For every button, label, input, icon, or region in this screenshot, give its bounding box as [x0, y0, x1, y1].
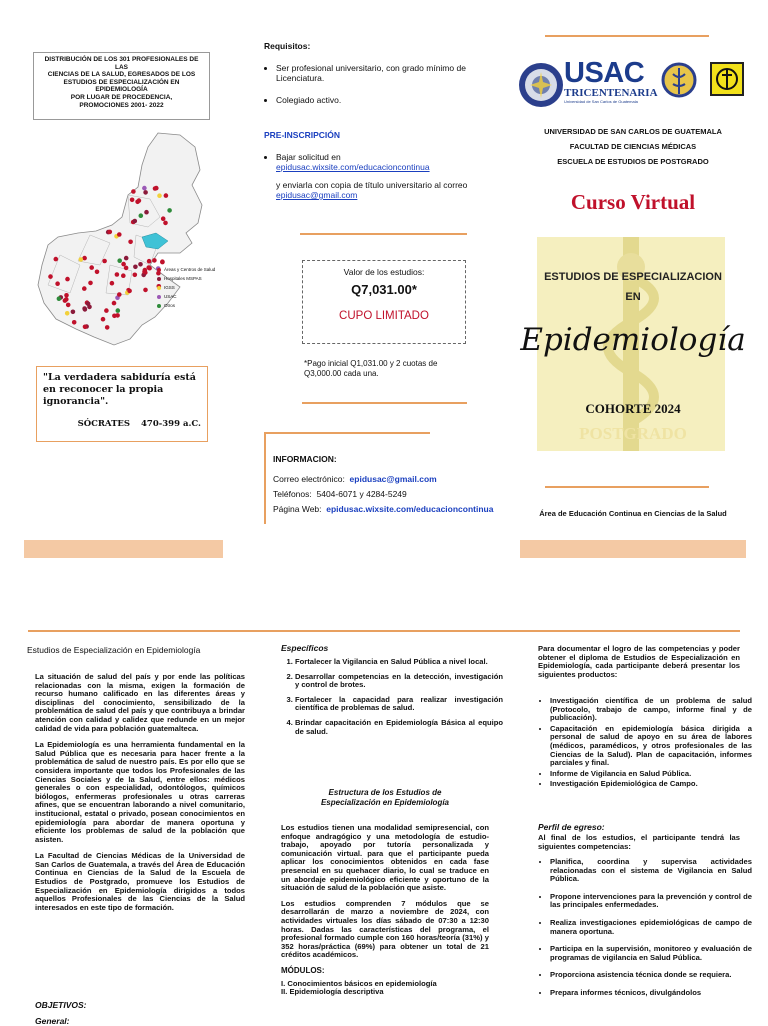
map-dot: [167, 208, 172, 213]
map-dot: [79, 257, 84, 262]
map-dot: [127, 289, 132, 294]
module-item: II. Epidemiología descriptiva: [281, 987, 384, 997]
map-dot: [143, 190, 148, 195]
quote-author-line: [43, 419, 201, 429]
email-link[interactable]: epidusac@gmail.com: [349, 474, 437, 484]
phone-numbers: 5404-6071 y 4284-5249: [316, 489, 407, 499]
general-title: General:: [35, 1016, 70, 1026]
map-dot: [131, 189, 136, 194]
map-dot: [88, 281, 93, 286]
list-item: • Investigación Epidemiológica de Campo.: [550, 780, 752, 789]
map-title-line: POR LUGAR DE PROCEDENCIA,: [70, 93, 173, 101]
map-dot: [160, 260, 165, 265]
footer-band-right: [520, 540, 746, 558]
map-dot: [112, 301, 117, 306]
modulos-title: MÓDULOS:: [281, 965, 325, 975]
studies-title-line-2: EN: [625, 291, 641, 303]
legend-swatch: [157, 268, 161, 272]
map-dot: [83, 307, 88, 312]
legend-label: Hospitales MSPAS: [164, 276, 202, 281]
preinscripcion-step-2: [264, 180, 489, 200]
col1-body: [35, 673, 245, 912]
list-item: • Colegiado activo.: [276, 95, 489, 105]
list-item: • Capacitación en epidemiología básica dirigida a personal de salud de apoyo en su área de labores (médicos, paramédicos, y otros profesionales de las Ciencias de la Salud). Plan de capacitación, informes parciales y final.: [550, 725, 752, 768]
map-dot: [102, 259, 107, 264]
map-title-line: CIENCIAS DE LA SALUD, EGRESADOS DE LOS: [47, 71, 196, 79]
map-dot: [65, 277, 70, 282]
map-dot: [64, 297, 69, 302]
cost-box: [302, 260, 466, 344]
map-dot: [108, 230, 113, 235]
map-dot: [55, 281, 60, 286]
legend-label: Otros: [164, 303, 176, 308]
map-dot: [130, 198, 135, 203]
list-item: 3. Fortalecer la capacidad para realizar investigación científica de problemas de salud.: [295, 696, 503, 713]
map-dot: [117, 292, 122, 297]
map-dot: [64, 293, 69, 298]
map-dot: [142, 186, 147, 191]
legend-swatch: [157, 295, 161, 299]
specific-list: [281, 658, 503, 742]
paragraph: Los estudios tienen una modalidad semipresencial, con enfoque andragógico y una metodología de estudio-trabajo, apoyado por tutoría personalizada y comunicación virtual. para que el participante pueda aplicar los conocimientos obtenidos en cada fase presencial en su quehacer diario, lo cual se traduce en un abordaje epidemiológico eficiente y oportuno de la situación de salud de la población que asiste.: [281, 823, 489, 893]
paragraph: La Epidemiología es una herramienta fundamental en la Salud Pública que es necesaria para hacer frente a la problemática de salud de nuestro país. Es por ello que se considera importante que todos los Profesionales de las Ciencias Sociales y de la Salud, entre ellos: médicos generales o con especialidad, odontólogos, químicos biólogos, enfermeras profesionales u otras carreras afines, que se encuentran laborando a nivel comunitario, institucional, estatal o privado, posean conocimientos en epidemiología para abordar de manera oportuna y eficiente los problemas de salud de la población que asisten.: [35, 740, 245, 844]
legend-swatch: [157, 286, 161, 290]
map-title-line: DISTRIBUCIÓN DE LOS 301 PROFESIONALES DE LAS: [44, 56, 199, 71]
map-dot: [121, 273, 126, 278]
map-title-box: [33, 52, 210, 120]
map-dot: [71, 310, 76, 315]
divider: [545, 486, 709, 488]
map-dot: [65, 311, 70, 316]
cost-value: Q7,031.00*: [351, 282, 417, 297]
postgrado-watermark: POSTGRADO: [579, 424, 687, 443]
medicine-crest-icon: [661, 60, 707, 108]
divider: [545, 35, 709, 37]
cost-label: Valor de los estudios:: [343, 267, 425, 277]
map-dot: [133, 219, 138, 224]
map-dot: [137, 198, 142, 203]
map-dot: [152, 258, 157, 263]
map-dot: [133, 265, 138, 270]
usac-small: Universidad de San Carlos de Guatemala: [564, 99, 638, 104]
map-dot: [87, 305, 92, 310]
map-dot: [110, 281, 115, 286]
email-label: Correo electrónico:: [273, 474, 345, 484]
specific-title: Específicos: [281, 643, 329, 653]
structure-title: [281, 788, 489, 808]
payment-note: *Pago inicial Q1,031.00 y 2 cuotas de Q3,000.00 cada una.: [304, 359, 438, 378]
list-item: 2. Desarrollar competencias en la detección, investigación y control de brotes.: [295, 673, 503, 690]
info-email-row: [273, 474, 508, 484]
legend-label: Áreas y Centros de Salud: [164, 267, 216, 272]
map-dot: [48, 274, 53, 279]
area-label: Área de Educación Continua en Ciencias de la Salud: [539, 509, 727, 518]
paragraph: La situación de salud del país y por ende las políticas relacionadas con la misma, exigen la formación de recurso humano calificado en las diferentes áreas y disciplinas del conocimiento, sensibilizado de la problemática de salud del país y que contribuya a brindar atención con calidad y calidez que redunde en un mejor calidad de vida para población guatemalteca.: [35, 672, 245, 733]
divider: [300, 233, 467, 235]
list-item: 1. Fortalecer la Vigilancia en Salud Pública a nivel local.: [295, 658, 503, 667]
map-dot: [163, 221, 168, 226]
map-outline: [38, 133, 202, 345]
map-dot: [153, 186, 158, 191]
paragraph: La Facultad de Ciencias Médicas de la Universidad de San Carlos de Guatemala, a través del Área de Educación Continua en Ciencias de la Salud de la Escuela de Estudios de Postgrado, promueve los Estudios de Especialización en Epidemiología dirigidos a todos aquellos Profesionales de las Ciencias de la Salud interesados en este tipo de formación.: [35, 851, 245, 912]
university-line: FACULTAD DE CIENCIAS MÉDICAS: [569, 142, 697, 151]
requisitos-list: [264, 63, 489, 105]
map-legend: [157, 265, 215, 310]
preinscripcion-title: PRE-INSCRIPCIÓN: [264, 130, 341, 140]
map-dot: [66, 303, 71, 308]
info-title: INFORMACION:: [273, 454, 337, 464]
list-item: • Propone intervenciones para la prevención y control de las principales enfermedades.: [550, 893, 752, 910]
cupo-limitado: CUPO LIMITADO: [339, 310, 429, 322]
legend-item: [157, 274, 215, 283]
usac-sub: TRICENTENARIA: [564, 87, 658, 99]
quote-text: "La verdadera sabiduría está en reconocer la propia ignorancia".: [43, 372, 196, 407]
map-dot: [117, 258, 122, 263]
map-dot: [115, 313, 120, 318]
module-item: I. Conocimientos básicos en epidemiología: [281, 978, 437, 988]
objetivos-title: OBJETIVOS:: [35, 1000, 87, 1010]
map-dot: [83, 325, 88, 330]
requisitos-title: Requisitos:: [264, 41, 311, 51]
map-dot: [82, 286, 87, 291]
col1-title: Estudios de Especialización en Epidemiología: [27, 645, 201, 655]
map-dot: [116, 308, 121, 313]
footer-band-left: [24, 540, 223, 558]
usac-text: USAC: [564, 57, 645, 89]
map-title-line: ESTUDIOS DE ESPECIALIZACIÓN EN EPIDEMIOLOGÍA: [63, 78, 180, 94]
list-item: • Informe de Vigilancia en Salud Pública.: [550, 770, 752, 779]
seal-icon: [518, 62, 564, 108]
map-dot: [128, 240, 133, 245]
legend-item: [157, 283, 215, 292]
col2-body: [281, 824, 489, 997]
list-item: • Realiza investigaciones epidemiológicas de campo de manera oportuna.: [550, 919, 752, 936]
requisitos-section: [264, 41, 489, 107]
page-divider: [28, 630, 740, 632]
big-title: Epidemiología: [520, 322, 746, 358]
map-dot: [95, 270, 100, 275]
map-dot: [124, 266, 129, 271]
map-dot: [72, 320, 77, 325]
web-link[interactable]: epidusac.wixsite.com/educacioncontinua: [326, 504, 494, 514]
map-dot: [139, 213, 144, 218]
divider: [302, 402, 467, 404]
quote-author: SÓCRATES: [77, 419, 131, 429]
studies-title-line-1: ESTUDIOS DE ESPECIALIZACION: [544, 271, 722, 283]
preinscripcion-step: Bajar solicitud en: [276, 152, 341, 162]
map-dot: [143, 288, 148, 293]
list-item: • Ser profesional universitario, con grado mínimo de Licenciatura.: [276, 63, 489, 83]
list-item: • Prepara informes técnicos, divulgándolos: [550, 989, 752, 998]
perfil-title: Perfil de egreso:: [538, 822, 605, 832]
map-dot: [89, 265, 94, 270]
map-dot: [117, 232, 122, 237]
map-dot: [157, 193, 162, 198]
phone-label: Teléfonos:: [273, 489, 312, 499]
map-dot: [142, 270, 147, 275]
info-web-row: [273, 504, 508, 514]
legend-item: [157, 301, 215, 310]
structure-title-line: Especialización en Epidemiología: [320, 798, 450, 807]
map-title-line: PROMOCIONES 2001- 2022: [79, 101, 164, 109]
guatemala-map: [30, 125, 225, 350]
list-item: 4. Brindar capacitación en Epidemiología Básica al equipo de salud.: [295, 719, 503, 736]
map-dot: [133, 273, 138, 278]
list-item: • Investigación científica de un problema de salud (Protocolo, trabajo de campo, informe final y de publicación).: [550, 697, 752, 723]
legend-swatch: [157, 304, 161, 308]
map-dot: [101, 317, 106, 322]
list-item: [276, 152, 489, 172]
cohort: COHORTE 2024: [585, 401, 681, 416]
list-item: • Planifica, coordina y supervisa actividades relacionadas con el sistema de Vigilancia en Salud Pública.: [550, 858, 752, 884]
map-dot: [115, 272, 120, 277]
quote-box: [36, 366, 208, 442]
preinscripcion-section: [264, 130, 489, 200]
products-list: [538, 697, 752, 791]
legend-item: [157, 292, 215, 301]
map-dot: [161, 216, 166, 221]
perfil-intro: Al final de los estudios, el participante tendrá las siguientes competencias:: [538, 833, 740, 851]
map-dot: [147, 259, 152, 264]
map-dot: [104, 308, 109, 313]
map-dot: [121, 262, 126, 267]
map-dot: [146, 265, 151, 270]
map-dot: [105, 325, 110, 330]
quote-years: 470-399 a.C.: [140, 419, 201, 429]
structure-title-line: Estructura de los Estudios de: [328, 788, 442, 797]
legend-label: IGSS: [164, 285, 175, 290]
legend-label: USAC: [164, 294, 177, 299]
map-dot: [54, 257, 59, 262]
usac-logo: [564, 58, 658, 105]
perfil-list: [538, 858, 752, 1000]
form-link[interactable]: epidusac.wixsite.com/educacioncontinua: [276, 162, 430, 172]
university-line: UNIVERSIDAD DE SAN CARLOS DE GUATEMALA: [544, 127, 722, 136]
university-line: ESCUELA DE ESTUDIOS DE POSTGRADO: [557, 157, 709, 166]
map-dot: [164, 193, 169, 198]
university-block: [520, 124, 746, 169]
map-dot: [138, 262, 143, 267]
map-dot: [124, 256, 129, 261]
map-dot: [144, 210, 149, 215]
list-item: • Participa en la supervisión, monitoreo y evaluación de programas de vigilancia en Salud Pública.: [550, 945, 752, 962]
email-link[interactable]: epidusac@gmail.com: [276, 190, 358, 200]
info-section: [273, 454, 508, 514]
legend-swatch: [157, 277, 161, 281]
col3-intro: Para documentar el logro de las competencias y poder obtener el diploma de Estudios de Especialización en Epidemiología, cada participante deberá presentar los siguientes productos:: [538, 644, 740, 679]
preinscripcion-text: y enviarla con copia de título universitario al correo: [276, 180, 468, 190]
legend-item: [157, 265, 215, 274]
postgrado-logo-icon: [710, 62, 744, 102]
map-dot: [57, 296, 62, 301]
list-item: • Proporciona asistencia técnica donde se requiera.: [550, 971, 752, 980]
info-phone-row: [273, 489, 508, 499]
web-label: Página Web:: [273, 504, 322, 514]
course-type: Curso Virtual: [570, 190, 696, 214]
paragraph: Los estudios comprenden 7 módulos que se desarrollarán de marzo a noviembre de 2024, con actividades virtuales los días sábado de 07:30 a 12:30 horas. Dadas las características del programa, el profesional formado cumple con 160 horas/teoría (31%) y 352 horas/práctica (69%) para obtener un total de 21 créditos académicos.: [281, 898, 489, 960]
